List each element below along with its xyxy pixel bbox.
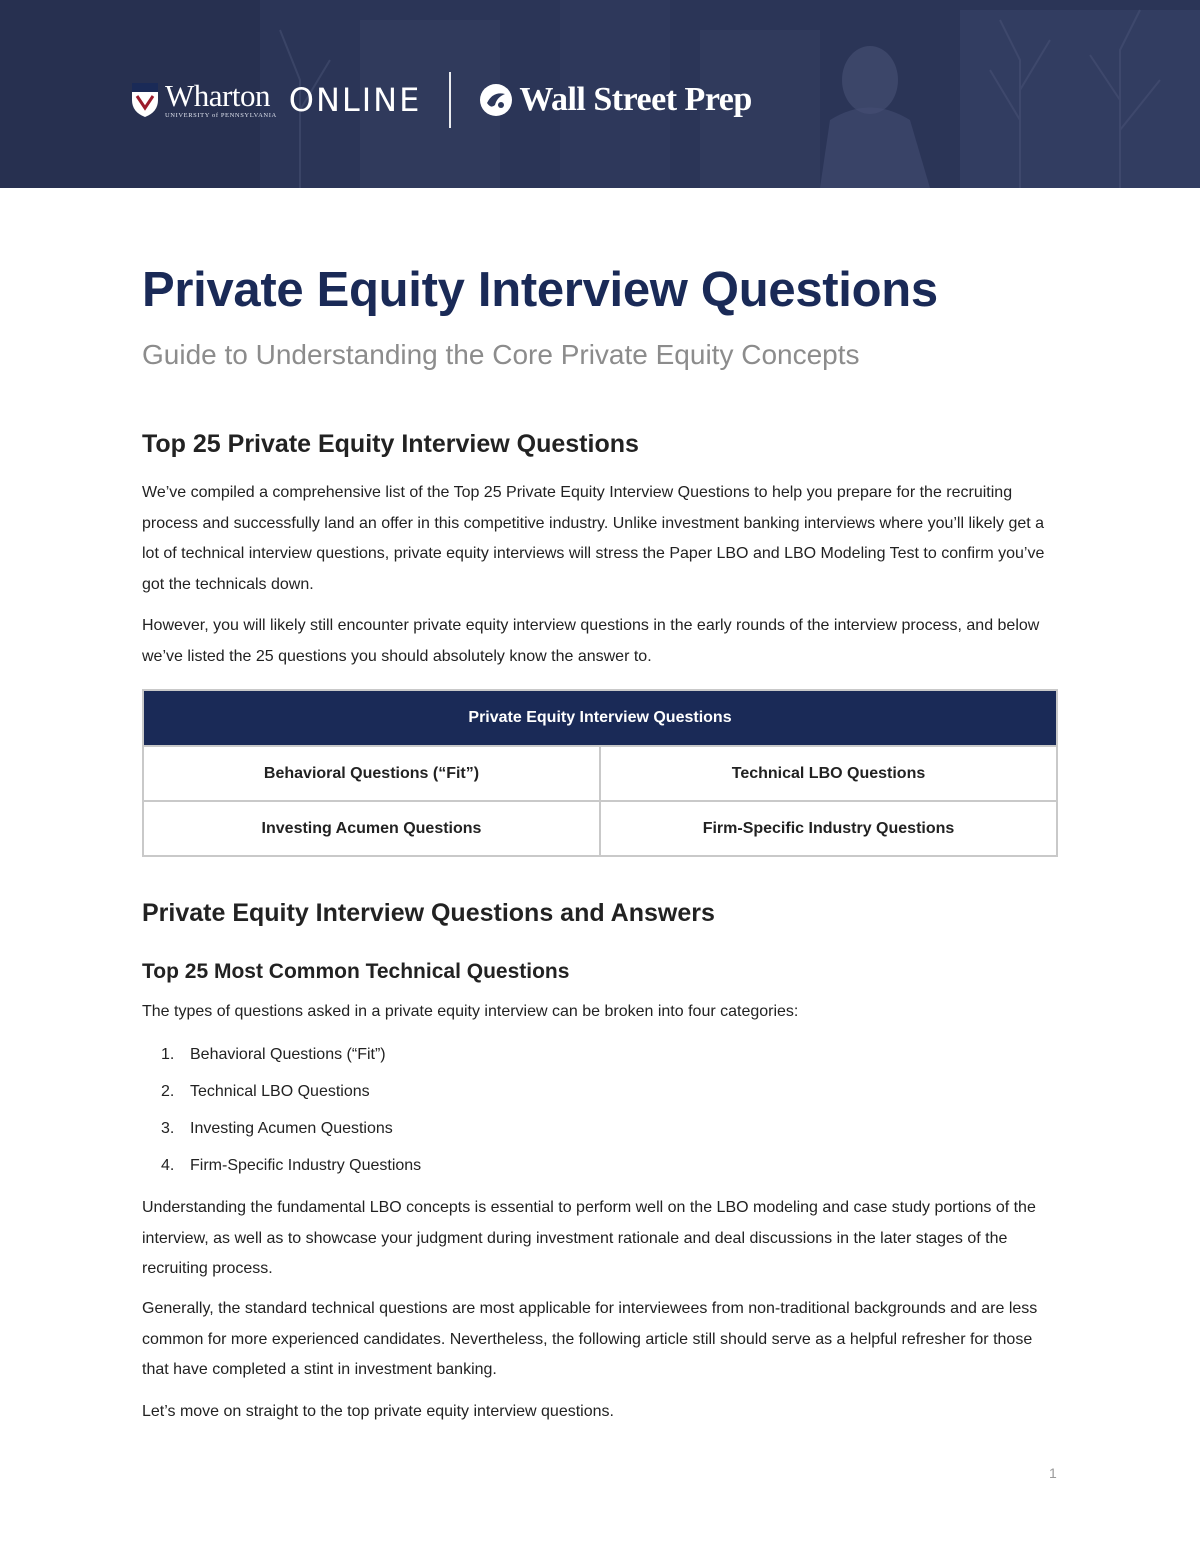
subheading-common-technical: Top 25 Most Common Technical Questions [142,960,570,983]
categories-intro: The types of questions asked in a private equity interview can be broken into four categories: [142,1003,799,1020]
table-cell: Technical LBO Questions [600,746,1057,801]
logo-divider [449,72,451,128]
table-row [143,801,1057,856]
table-row [143,746,1057,801]
online-wordmark: ONLINE [288,81,422,119]
page-subtitle: Guide to Understanding the Core Private Equity Concepts [142,339,860,370]
table-cell: Investing Acumen Questions [143,801,600,856]
table-cell: Firm-Specific Industry Questions [600,801,1057,856]
section-heading-q-and-a: Private Equity Interview Questions and Answers [142,899,715,927]
list-text: Behavioral Questions (“Fit”) [190,1046,386,1063]
wall-street-prep-icon [479,83,513,117]
page-number: 1 [1049,1465,1057,1481]
closing-paragraph: Let’s move on straight to the top private equity interview questions. [142,1403,614,1420]
list-number: 2. [161,1083,175,1100]
intro-paragraph: We’ve compiled a comprehensive list of the Top 25 Private Equity Interview Questions to help you prepare for the recruiting process and successfully land an offer in this competitive industry. Unlike investment banking interviews where you’ll likely get a lot of technical interview questions, private equity interviews will stress the Paper LBO and LBO Modeling Test to confirm you’ve got the technicals down. [142,484,1045,593]
table-cell: Behavioral Questions (“Fit”) [143,746,600,801]
technical-questions-paragraph: Generally, the standard technical questions are most applicable for interviewees from non-traditional backgrounds and are less common for more experienced candidates. Nevertheless, the following article still should serve as a helpful refresher for those that have completed a stint in investment banking. [142,1300,1038,1378]
page-title: Private Equity Interview Questions [142,263,938,317]
section-heading-top-25: Top 25 Private Equity Interview Questions [142,430,639,458]
header-banner [0,0,1200,188]
banner-logos [131,70,752,130]
wharton-subtitle: UNIVERSITY of PENNSYLVANIA [165,111,277,119]
wharton-wordmark: Wharton [165,77,270,113]
categories-table [142,689,1058,857]
list-text: Investing Acumen Questions [190,1120,393,1137]
table-header: Private Equity Interview Questions [143,690,1057,746]
fundamentals-paragraph: Understanding the fundamental LBO concepts is essential to perform well on the LBO modeling and case study portions of the interview, as well as to showcase your judgment during investment rationale and deal discussions in the later stages of the recruiting process. [142,1199,1036,1277]
list-text: Technical LBO Questions [190,1083,370,1100]
intro-paragraph-2: However, you will likely still encounter private equity interview questions in the early rounds of the interview process, and below we’ve listed the 25 questions you should absolutely know the answer to. [142,617,1040,665]
wharton-shield-icon [131,82,159,118]
list-number: 4. [161,1157,175,1174]
wall-street-prep-wordmark: Wall Street Prep [519,81,752,118]
list-text: Firm-Specific Industry Questions [190,1157,422,1174]
list-number: 1. [161,1046,175,1063]
list-number: 3. [161,1120,175,1137]
